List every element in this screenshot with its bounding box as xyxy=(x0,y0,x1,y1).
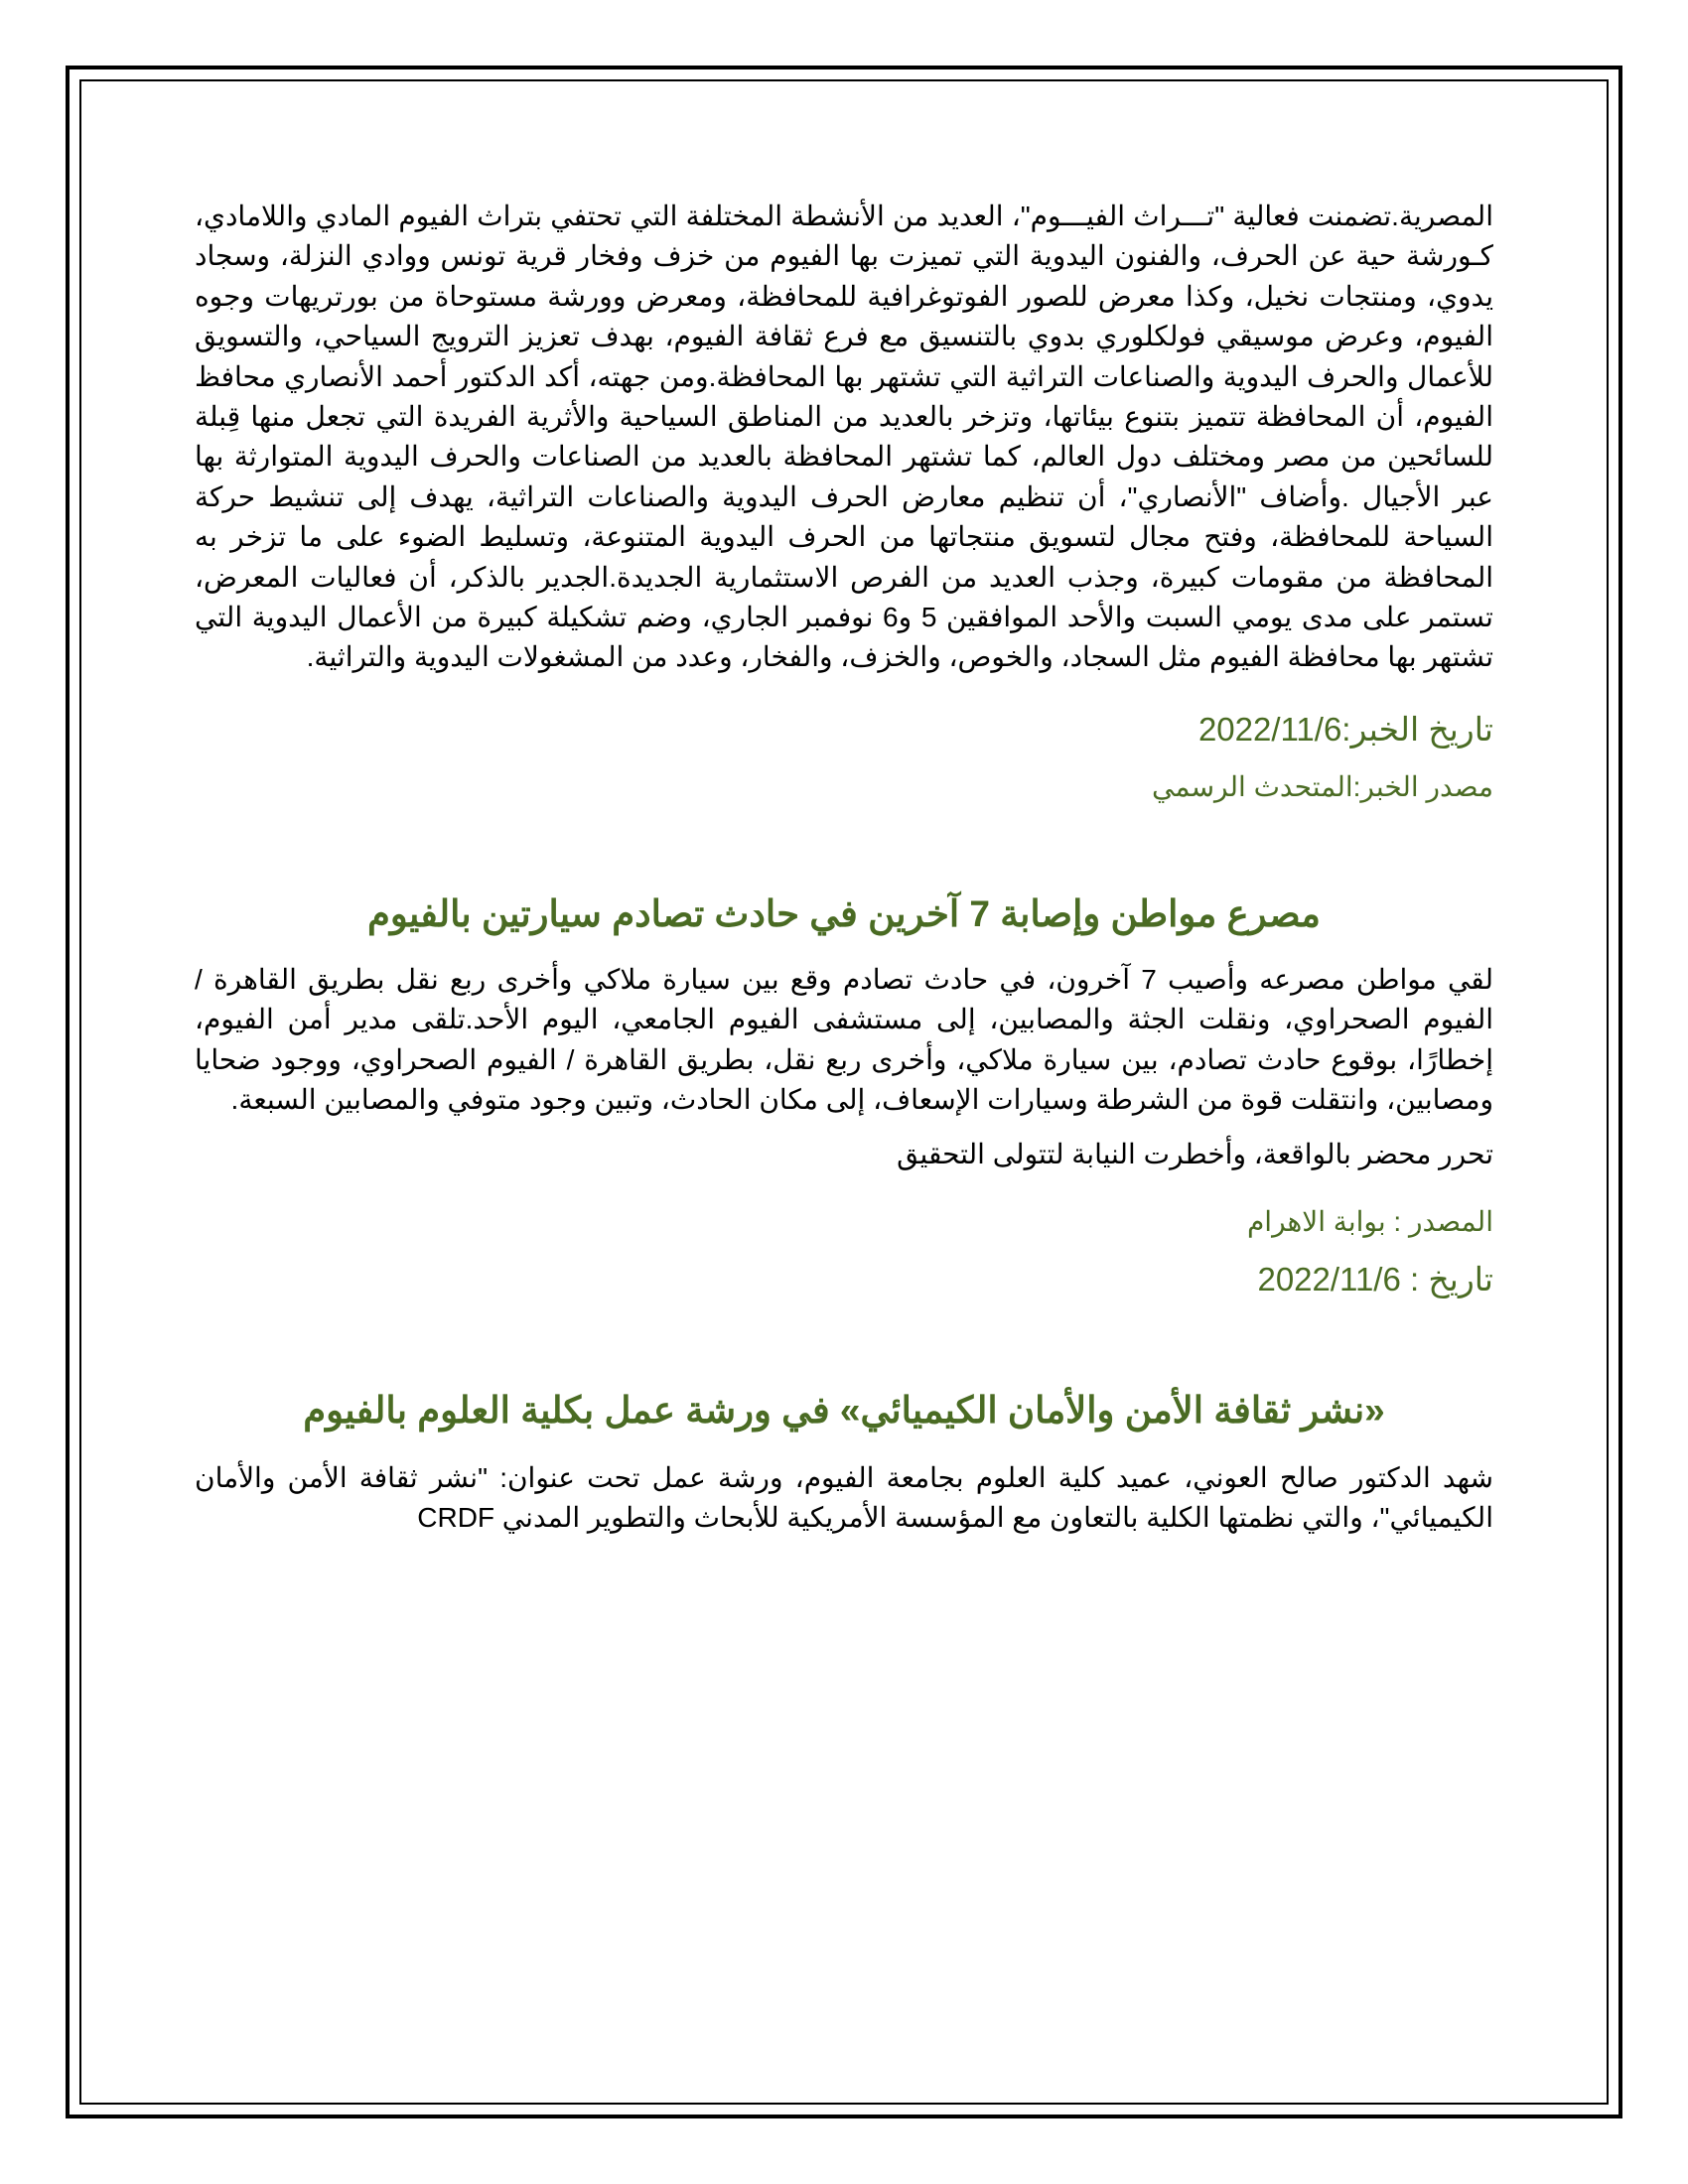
article2-source: المصدر : بوابة الاهرام xyxy=(1246,1205,1493,1237)
article2-body-2: تحرر محضر بالواقعة، وأخطرت النيابة لتتولى التحقيق xyxy=(897,1138,1493,1169)
article2-headline: مصرع مواطن وإصابة 7 آخرين في حادث تصادم سيارتين بالفيوم xyxy=(366,892,1322,934)
article2-date: تاريخ : 2022/11/6 xyxy=(1257,1260,1493,1297)
article3-body: شهد الدكتور صالح العوني، عميد كلية العلوم بجامعة الفيوم، ورشة عمل تحت عنوان: "نشر ثقافة الأمن والأمان الكيميائي"، والتي نظمتها الكلية بالتعاون مع المؤسسة الأمريكية للأبحاث والتطوير المدني CRDF xyxy=(195,1461,1493,1533)
article1-date: تاريخ الخبر:2022/11/6 xyxy=(1197,710,1493,748)
article2-body: لقي مواطن مصرعه وأصيب 7 آخرون، في حادث تصادم وقع بين سيارة ملاكي وأخرى ربع نقل بطريق القاهرة / الفيوم الصحراوي، ونقلت الجثة والمصابين، إلى مستشفى الفيوم الجامعي، اليوم الأحد.تلقى مدير أمن الفيوم، إخطارًا، بوقوع حادث تصادم، بين سيارة ملاكي، وأخرى ربع نقل، بطريق القاهرة / الفيوم الصحراوي، ووجود ضحايا ومصابين، وانتقلت قوة من الشرطة وسيارات الإسعاف، إلى مكان الحادث، وتبين وجود متوفي والمصابين السبعة. xyxy=(195,963,1493,1116)
article1-source: مصدر الخبر:المتحدث الرسمي xyxy=(1152,770,1493,802)
article1-body: المصرية.تضمنت فعالية "تـــراث الفيـــوم"، العديد من الأنشطة المختلفة التي تحتفي بتراث الفيوم المادي واللامادي، كـورشة حية عن الحرف، والفنون اليدوية التي تميزت بها الفيوم من خزف وفخار قرية تونس ووادي النزلة، وسجاد يدوي، ومنتجات نخيل، وكذا معرض للصور الفوتوغرافية للمحافظة، ومعرض وورشة مستوحاة من بورتريهات وجوه الفيوم، وعرض موسيقي فولكلوري بدوي بالتنسيق مع فرع ثقافة الفيوم، بهدف تعزيز الترويج السياحي، والتسويق للأعمال والحرف اليدوية والصناعات التراثية التي تشتهر بها المحافظة.ومن جهته، أكد الدكتور أحمد الأنصاري محافظ الفيوم، أن المحافظة تتميز بتنوع بيئاتها، وتزخر بالعديد من المناطق السياحية والأثرية الفريدة التي تجعل منها قِبلة للسائحين من مصر ومختلف دول العالم، كما تشتهر المحافظة بالعديد من الصناعات والحرف اليدوية المتوارثة بها عبر الأجيال .وأضاف "الأنصاري"، أن تنظيم معارض الحرف اليدوية والصناعات التراثية، يهدف إلى تنشيط حركة السياحة للمحافظة، وفتح مجال لتسويق منتجاتها من الحرف اليدوية المتنوعة، وتسليط الضوء على ما تزخر به المحافظة من مقومات كبيرة، وجذب العديد من الفرص الاستثمارية الجديدة.الجدير بالذكر، أن فعاليات المعرض، تستمر على مدى يومي السبت والأحد الموافقين 5 و6 نوفمبر الجاري، وضم تشكيلة كبيرة من الأعمال اليدوية التي تشتهر بها محافظة الفيوم مثل السجاد، والخوص، والخزف، والفخار، وعدد من المشغولات اليدوية والتراثية. xyxy=(195,201,1494,673)
article3-headline: «نشر ثقافة الأمن والأمان الكيميائي» في ورشة عمل بكلية العلوم بالفيوم xyxy=(303,1389,1385,1431)
document-content xyxy=(195,197,1493,1538)
